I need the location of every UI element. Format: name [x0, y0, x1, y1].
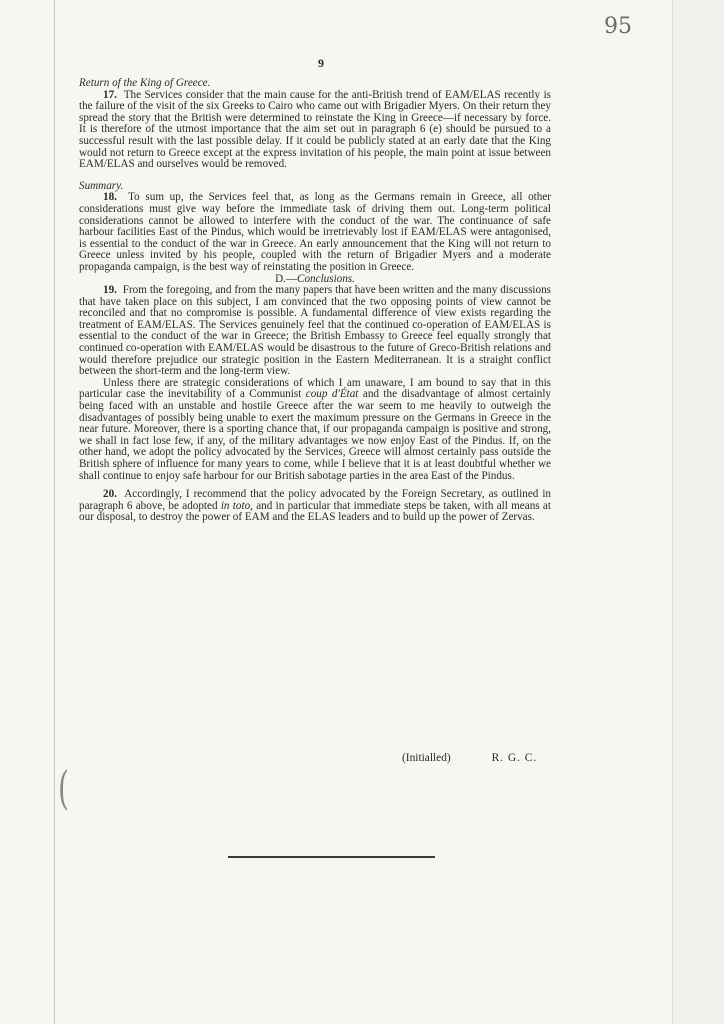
- paragraph-text: Accordingly, I recommend that the policy advocated by the Foreign Secretary, as outlined in paragraph 6 above, be adopted: [79, 488, 551, 512]
- paragraph-text: From the foregoing, and from the many papers that have been written and the many discussions that have taken place on this subject, I am convinced that the two opposing points of view cannot be reconciled and that no compromise is possible. A fundamental difference of view exists regarding the treatment of EAM/ELAS. The Services genuinely feel that the continued co-operation of EAM/ELAS is essential to the conduct of the war in Greece; the British Embassy to Greece feel equally strongly that continued co-operation with EAM/ELAS would be disastrous to the future of Greco-British relations and would therefore prejudice our strategic position in the Eastern Mediterranean. It is a straight conflict between the short-term and the long-term view.: [79, 284, 551, 378]
- page-number: 9: [318, 56, 324, 70]
- section-prefix: D.—: [275, 272, 298, 285]
- section-heading-summary: Summary.: [79, 179, 124, 192]
- document-body: [79, 78, 551, 524]
- paragraph-text: and the disadvantage of almost certainly being faced with an unstable and hostile Greece after the war seem to me heavily to outweigh the disadvantages of possibly being unable to exert the maximum pressure on the Germans in Greece in the near future. Moreover, there is a sporting chance that, if our propaganda campaign is positive and strong, we shall in fact lose few, if any, of the military advantages we now enjoy East of the Pindus. If, on the other hand, we adopt the policy advocated by the Services, Greece will almost certainly pass outside the British sphere of influence for many years to come, while I believe that it is at least doubtful whether we shall continue to enjoy safe harbour for our British sabotage parties in the area East of the Pindus.: [79, 388, 551, 482]
- paragraph-number: 17.: [103, 88, 117, 101]
- paragraph-number: 20.: [103, 488, 117, 501]
- paragraph-20: [79, 489, 551, 524]
- signatory-initials: R. G. C.: [491, 752, 538, 764]
- section-heading-return: Return of the King of Greece.: [79, 77, 211, 89]
- paragraph-18: [79, 192, 551, 273]
- folio-stamp: 95: [604, 14, 632, 39]
- paragraph-text: The Services consider that the main cause for the anti-British trend of EAM/ELAS recently is the failure of the visit of the six Greeks to Cairo who came out with Brigadier Myers. On their return they spread the story that the British were determined to reinstate the King in Greece—if necessary by force. It is therefore of the utmost importance that the aim set out in paragraph 6 (e) should be pursued to a successful result with the last possible delay. If it could be publicly stated at an early date that the King would not return to Greece except at the express invitation of his people, the main point at issue between EAM/ELAS and ourselves would be removed.: [79, 88, 551, 171]
- page-right-strip: [672, 0, 724, 1024]
- section-title-text: Conclusions.: [297, 272, 355, 285]
- page-left-edge: [54, 0, 55, 1024]
- signature-block: [402, 752, 537, 764]
- paragraph-19: [79, 285, 551, 378]
- initialled-label: (Initialled): [402, 752, 451, 764]
- paragraph-text: To sum up, the Services feel that, as long as the Germans remain in Greece, all other considerations must give way before the immediate task of driving them out. Long-term political considerations cannot be allowed to interfere with the conduct of the war. The continuance of safe harbour facilities East of the Pindus, which would be irretrievably lost if EAM/ELAS were antagonised, is essential to the conduct of the war in Greece. An early announcement that the King will not return to Greece unless invited by his people, coupled with the return of Brigadier Myers and a moderate propaganda campaign, is the best way of reinstating the position in Greece.: [79, 191, 551, 273]
- paragraph-19-continued: [79, 378, 551, 482]
- paragraph-text: and in particular that immediate steps be taken, with all means at our disposal, to destroy the power of EAM and the ELAS leaders and to build up the power of Zervas.: [79, 499, 551, 524]
- paragraph-text: Unless there are strategic considerations of which I am unaware, I am bound to say that in this particular case the inevitability of a Communist: [79, 376, 551, 401]
- paragraph-17: [79, 90, 551, 171]
- closing-rule: [228, 856, 435, 858]
- paragraph-number: 19.: [103, 284, 117, 297]
- paragraph-number: 18.: [103, 191, 117, 204]
- margin-bracket-mark: (: [58, 762, 69, 815]
- paragraph-italic: coup d'État: [305, 388, 359, 401]
- paragraph-italic: in toto,: [220, 499, 253, 512]
